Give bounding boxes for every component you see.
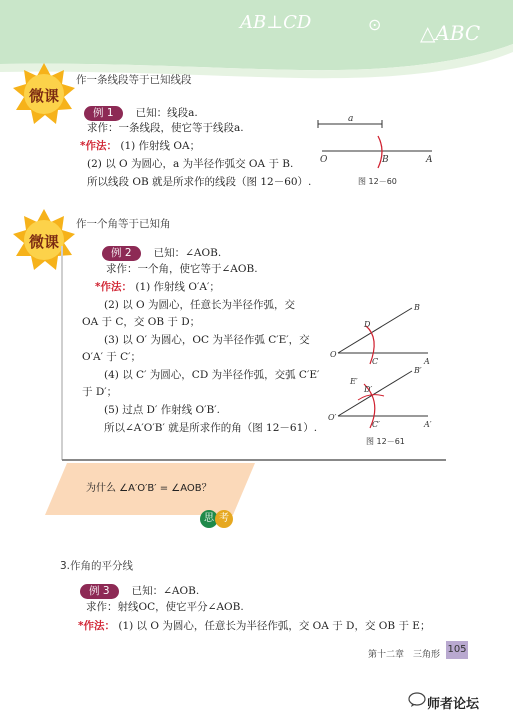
example-2-method-row: [95, 280, 220, 295]
example-2-step5: (5) 过点 D′ 作射线 O′B′.: [104, 404, 220, 416]
example-2-step3b: O′A′ 于 C′；: [82, 351, 142, 363]
example-1-conclusion: 所以线段 OB 就是所求作的线段（图 12－60）.: [87, 176, 312, 188]
fig60-caption: 图 12－60: [358, 177, 397, 186]
fig60-label-a: a: [348, 114, 354, 124]
fig61-label-Ap: A′: [424, 420, 432, 429]
header-decor-1: AB⊥CD: [240, 12, 312, 33]
section3-title: 3.作角的平分线: [60, 560, 134, 572]
example-2-row: [102, 241, 221, 261]
example-2-step1: (1) 作射线 O′A′；: [135, 281, 220, 293]
example-3-label: 例 3: [80, 584, 119, 599]
think-badge: [200, 506, 233, 528]
example-1-row: [84, 101, 198, 121]
page-number: 105: [446, 641, 468, 659]
fig60-label-B: B: [382, 155, 389, 165]
fig61-label-Cp: C′: [372, 420, 380, 429]
example-1-step1: (1) 作射线 OA；: [120, 140, 201, 152]
example-3-row: [80, 579, 199, 599]
fig61-label-D: D: [364, 320, 371, 329]
svg-text:微课: 微课: [28, 233, 60, 251]
example-2-given: 已知：∠AOB.: [153, 247, 222, 259]
think-badge-char-2: 考: [215, 510, 233, 528]
example-2-step3a: (3) 以 O′ 为圆心，OC 为半径作弧 C′E′，交: [104, 334, 310, 346]
method-label-1: *作法：: [80, 140, 117, 152]
fig61-label-A: A: [424, 357, 430, 366]
example-1-label: 例 1: [84, 106, 123, 121]
example-2-step2a: (2) 以 O 为圆心，任意长为半径作弧，交: [104, 299, 295, 311]
figure-12-60: [312, 110, 442, 190]
section2-title: 作一个角等于已知角: [76, 218, 171, 230]
fig61-label-Bp: B′: [414, 366, 422, 375]
fig61-label-Dp: D′: [364, 385, 373, 394]
fig61-label-O: O: [330, 350, 337, 359]
think-badge-char-1: 思: [200, 510, 218, 528]
section1-title: 作一条线段等于已知线段: [76, 74, 192, 86]
example-1-step2: (2) 以 O 为圆心，a 为半径作弧交 OA 于 B.: [87, 158, 294, 170]
fig60-label-A: A: [426, 155, 433, 165]
example-2-step2b: OA 于 C，交 OB 于 D；: [82, 316, 201, 328]
example-3-method-row: [78, 619, 430, 634]
example-3-step1: (1) 以 O 为圆心，任意长为半径作弧，交 OA 于 D，交 OB 于 E；: [118, 620, 431, 632]
chapter-label: 第十二章 三角形: [368, 650, 441, 660]
example-3-given: 已知：∠AOB.: [131, 585, 200, 597]
header-decor-2: ⊙: [368, 15, 382, 34]
method-label-3: *作法：: [78, 620, 115, 632]
chat-bubble-icon: [408, 692, 426, 708]
svg-text:微课: 微课: [28, 87, 60, 105]
example-2-task: 求作：一个角，使它等于∠AOB.: [106, 263, 258, 275]
fig61-caption: 图 12－61: [366, 437, 405, 446]
example-2-step4b: 于 D′；: [82, 386, 118, 398]
fig61-label-B: B: [414, 303, 420, 312]
example-1-given: 已知：线段a.: [135, 107, 198, 119]
example-3-task: 求作：射线OC，使它平分∠AOB.: [86, 601, 244, 613]
fig61-label-C: C: [372, 357, 379, 366]
fig61-label-Ep: E′: [350, 377, 358, 386]
think-question: 为什么 ∠A′O′B′ = ∠AOB？: [86, 483, 212, 494]
example-1-task: 求作：一条线段，使它等于线段a.: [87, 122, 244, 134]
example-1-method-row: [80, 139, 200, 154]
watermark: 师者论坛: [427, 697, 480, 712]
micro-lesson-badge-1[interactable]: [12, 62, 76, 126]
header-decor-3: △ABC: [420, 21, 481, 45]
example-2-conclusion: 所以∠A′O′B′ 就是所求作的角（图 12－61）.: [104, 422, 318, 434]
fig60-label-O: O: [320, 155, 328, 165]
figure-12-61: [328, 300, 446, 450]
fig61-label-Op: O′: [328, 413, 337, 422]
example-2-step4a: (4) 以 C′ 为圆心，CD 为半径作弧，交弧 C′E′: [104, 369, 320, 381]
example-2-label: 例 2: [102, 246, 141, 261]
method-label-2: *作法：: [95, 281, 132, 293]
